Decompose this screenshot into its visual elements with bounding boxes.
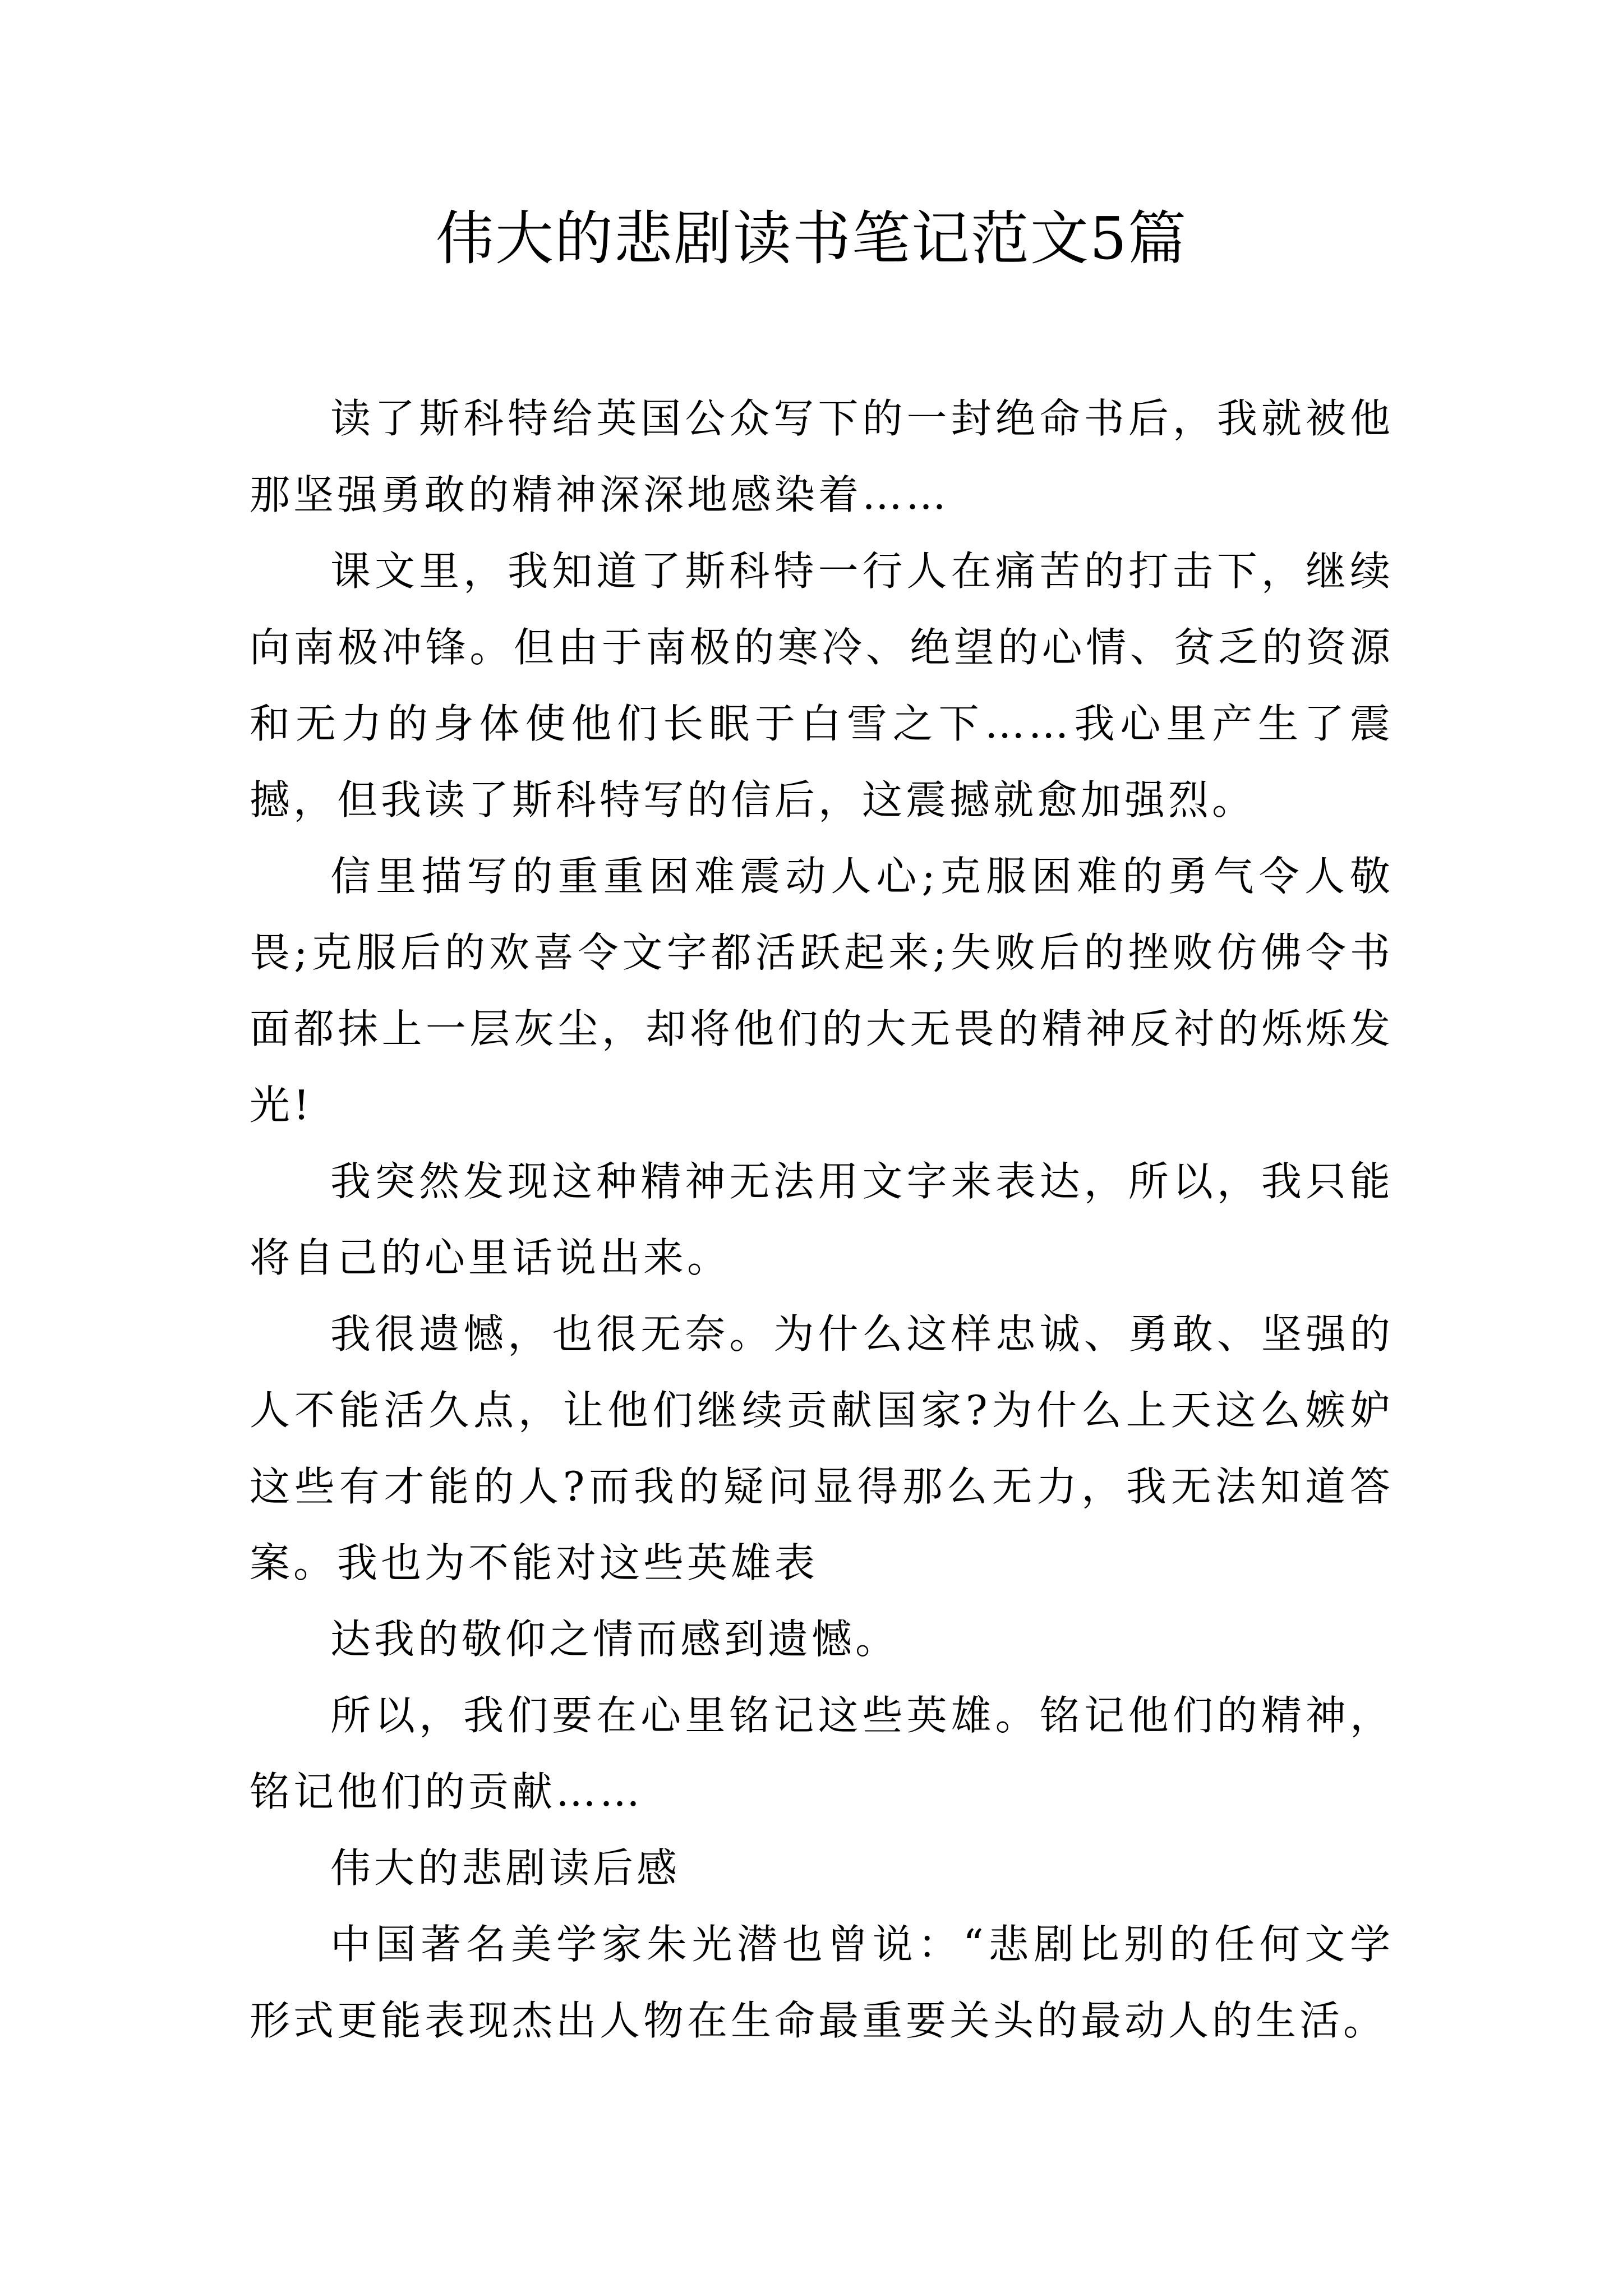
paragraph: 我很遗憾，也很无奈。为什么这样忠诚、勇敢、坚强的人不能活久点，让他们继续贡献国家?为什么上天这么嫉妒这些有才能的人?而我的疑问显得那么无力，我无法知道答案。我也为不能对这些英雄表	[250, 1310, 1394, 1586]
paragraph: 我突然发现这种精神无法用文字来表达，所以，我只能将自己的心里话说出来。	[250, 1158, 1394, 1281]
paragraph: 达我的敬仰之情而感到遗憾。	[330, 1616, 900, 1663]
document-body	[250, 380, 1394, 2059]
document-title: 伟大的悲剧读书笔记范文5篇	[435, 204, 1188, 273]
paragraph: 课文里，我知道了斯科特一行人在痛苦的打击下，继续向南极冲锋。但由于南极的寒冷、绝望的心情、贫乏的资源和无力的身体使他们长眠于白雪之下……我心里产生了震撼，但我读了斯科特写的信后，这震撼就愈加强烈。	[250, 547, 1394, 823]
paragraph: 所以，我们要在心里铭记这些英雄。铭记他们的精神，铭记他们的贡献……	[250, 1692, 1394, 1815]
paragraph: 中国著名美学家朱光潜也曾说：“悲剧比别的任何文学形式更能表现杰出人物在生命最重要关头的最动人的生活。	[250, 1921, 1394, 2044]
paragraph: 伟大的悲剧读后感	[330, 1844, 681, 1892]
paragraph: 信里描写的重重困难震动人心;克服困难的勇气令人敬畏;克服后的欢喜令文字都活跃起来;失败后的挫败仿佛令书面都抹上一层灰尘，却将他们的大无畏的精神反衬的烁烁发光!	[250, 853, 1394, 1129]
paragraph: 读了斯科特给英国公众写下的一封绝命书后，我就被他那坚强勇敢的精神深深地感染着……	[250, 395, 1394, 518]
